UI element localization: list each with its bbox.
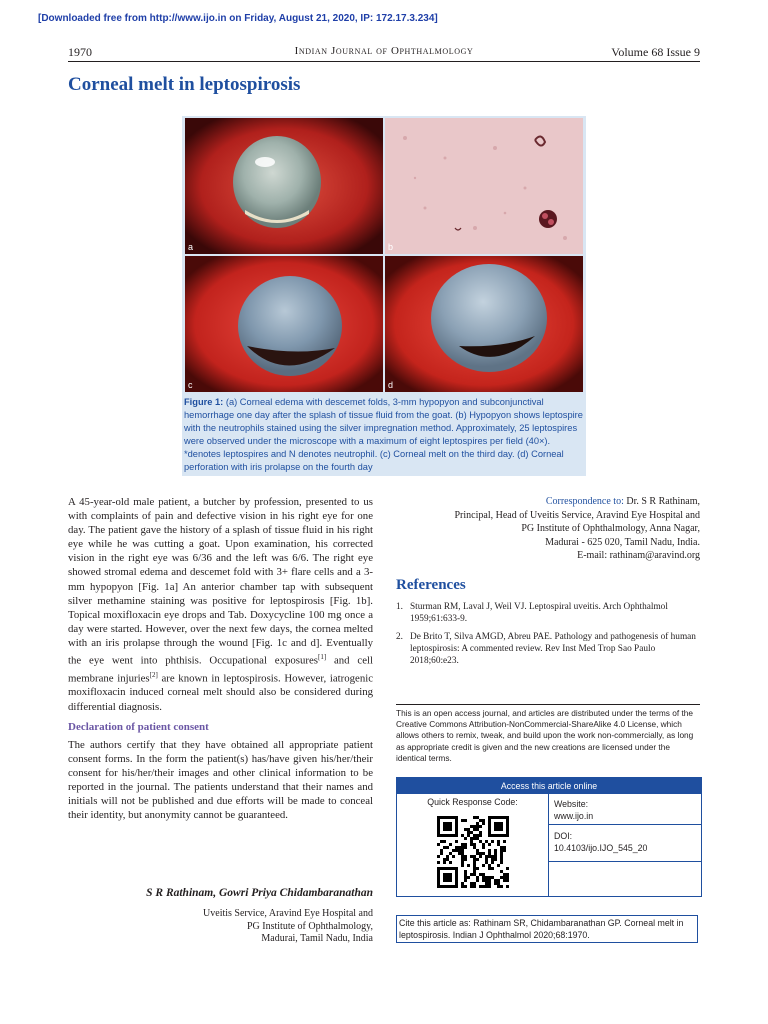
access-online-box [396, 777, 702, 897]
panel-label-d: d [388, 380, 394, 390]
website-cell [549, 794, 701, 825]
volume-issue: Volume 68 Issue 9 [611, 45, 700, 59]
qr-cell [397, 794, 549, 896]
eye-photo-d [385, 256, 583, 392]
reference-number: 1. [396, 602, 403, 612]
figure-panel-a [185, 118, 383, 254]
download-banner: [Downloaded free from http://www.ijo.in on Friday, August 21, 2020, IP: 172.17.3.234] [38, 13, 438, 24]
article-title: Corneal melt in leptospirosis [68, 74, 301, 95]
panel-label-b: b [388, 242, 394, 252]
correspondence-label: Correspondence to: [545, 496, 624, 507]
micrograph-b [385, 118, 583, 254]
reference-text: De Brito T, Silva AMGD, Abreu PAE. Pathology and pathogenesis of human leptospirosis: A commented review. Rev Inst Med Trop Sao Paulo 2018;60:e23. [410, 631, 696, 667]
affiliation-line: PG Institute of Ophthalmology, [246, 920, 373, 932]
qr-code[interactable] [437, 816, 509, 888]
references-heading: References [396, 577, 466, 593]
correspondence-name: Dr. S R Rathinam, [623, 496, 700, 507]
case-text-3: are known in leptospirosis. However, iatrogenic moxifloxacin induced corneal melt should also be considered during differential diagnosis. [68, 672, 374, 713]
journal-name: Indian Journal of Ophthalmology [294, 45, 474, 57]
header-divider [68, 61, 700, 62]
authors: S R Rathinam, Gowri Priya Chidambaranathan [146, 887, 373, 899]
eye-photo-c [185, 256, 383, 392]
case-text-1: A 45-year-old male patient, a butcher by profession, presented to us with complaints of pain and defective vision in his right eye for one day. The patient gave the history of a splash of tissue fluid in his right eye while he was cutting a goat. Upon examination, his corrected vision in the right eye was 6/36 and the left was 6/6. The right eye showed stromal edema and descemet fold with 3+ flare cells and a 3-mm hypopyon [Fig. 1a] An anterior chamber tap with subsequent silver methamine staining was positive for leptospirosis [Fig. 1b]. Topical moxifloxacin eye drops and Tab. Doxycycline 100 mg once a day were started. However, over the next few days, the cornea melted with an iris prolapse through the wound [Fig. 1c and d]. Eventually the eye went into phthisis. Occupational exposures [68, 496, 373, 667]
panel-label-a: a [188, 242, 194, 252]
website-label: Website: [554, 799, 589, 809]
citation-box: Cite this article as: Rathinam SR, Chidambaranathan GP. Corneal melt in leptospirosis. Indian J Ophthalmol 2020;68:1970. [396, 915, 698, 943]
correspondence [396, 495, 700, 563]
consent-paragraph: The authors certify that they have obtained all appropriate patient consent forms. In the form the patient(s) has/have given his/her/their consent for his/her/their images and other clinical information to be reported in the journal. The patients understand that their names and initials will not be published and due efforts will be made to conceal their identity, but anonymity cannot be guaranteed. [68, 738, 373, 822]
license-notice: This is an open access journal, and articles are distributed under the terms of the Creative Commons Attribution-NonCommercial-ShareAlike 4.0 License, which allows others to remix, tweak, and build upon the work non-commercially, as long as appropriate credit is given and the new creations are licensed under the identical terms. [396, 708, 694, 763]
page-number: 1970 [68, 45, 92, 59]
references-list [396, 601, 700, 672]
doi-cell [549, 825, 701, 862]
figure-caption-label: Figure 1: [184, 397, 224, 407]
case-text-2: and cell membrane injuries [68, 654, 373, 685]
citation-1[interactable]: [1] [317, 653, 327, 662]
citation-2[interactable]: [2] [149, 670, 158, 679]
case-paragraph [68, 495, 373, 714]
reference-item [396, 601, 700, 626]
figure-panel-c [185, 256, 383, 392]
body-column [68, 495, 373, 822]
qr-label: Quick Response Code: [427, 797, 518, 807]
license-divider [396, 704, 700, 705]
figure-panel-d [385, 256, 583, 392]
reference-text: Sturman RM, Laval J, Weil VJ. Leptospiral uveitis. Arch Ophthalmol 1959;61:633-9. [410, 602, 668, 625]
reference-number: 2. [396, 631, 403, 642]
correspondence-line: Madurai - 625 020, Tamil Nadu, India. [545, 536, 700, 548]
panel-label-c: c [188, 380, 193, 390]
affiliation [68, 908, 373, 946]
website-link[interactable]: www.ijo.in [554, 811, 594, 821]
figure-caption-text: (a) Corneal edema with descemet folds, 3-mm hypopyon and subconjunctival hemorrhage one day after the splash of tissue fluid from the goat. (b) Hypopyon shows leptospire with the neutrophils stained using the silver impregnation method. Approximately, 25 leptospires were observed under the microscope with a maximum of eight leptospires per field (40×). *denotes leptospires and N denotes neutrophil. (c) Corneal melt on the third day. (d) Corneal perforation with iris prolapse on the fourth day [184, 397, 583, 472]
access-heading: Access this article online [397, 778, 701, 794]
eye-photo-a [185, 118, 383, 254]
correspondence-email[interactable]: E-mail: rathinam@aravind.org [577, 550, 700, 562]
doi-value[interactable]: 10.4103/ijo.IJO_545_20 [554, 843, 648, 853]
figure-caption [184, 396, 584, 474]
correspondence-line: PG Institute of Ophthalmology, Anna Nagar, [521, 523, 700, 535]
reference-item [396, 631, 700, 668]
doi-label: DOI: [554, 831, 573, 841]
consent-heading: Declaration of patient consent [68, 720, 209, 733]
affiliation-line: Uveitis Service, Aravind Eye Hospital and [203, 908, 373, 919]
affiliation-line: Madurai, Tamil Nadu, India [261, 933, 373, 944]
figure-panel-b [385, 118, 583, 254]
correspondence-line: Principal, Head of Uveitis Service, Aravind Eye Hospital and [454, 509, 700, 521]
